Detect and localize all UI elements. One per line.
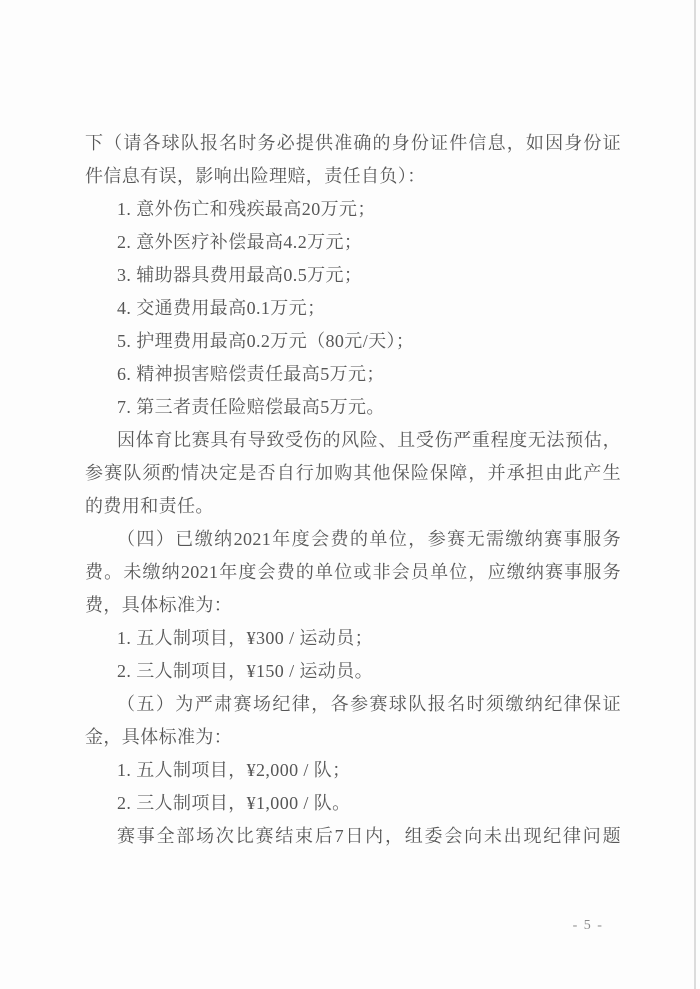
doc-line: 件信息有误，影响出险理赔，责任自负）： xyxy=(85,166,426,186)
doc-line: 4. 交通费用最高0.1万元； xyxy=(117,298,326,318)
doc-line: 6. 精神损害赔偿责任最高5万元； xyxy=(117,364,385,384)
page-number: - 5 - xyxy=(572,918,604,933)
doc-line: 参赛队须酌情决定是否自行加购其他保险保障，并承担由此产生 xyxy=(85,463,621,483)
doc-line: （四）已缴纳2021年度会费的单位，参赛无需缴纳赛事服务 xyxy=(117,529,621,549)
doc-line: 赛事全部场次比赛结束后7日内，组委会向未出现纪律问题 xyxy=(117,826,621,846)
scan-edge-line xyxy=(694,0,696,989)
doc-line: 7. 第三者责任险赔偿最高5万元。 xyxy=(117,397,385,417)
doc-line: 1. 五人制项目，¥2,000 / 队； xyxy=(117,760,351,780)
doc-line: 2. 三人制项目，¥1,000 / 队。 xyxy=(117,793,351,813)
doc-line: 1. 意外伤亡和残疾最高20万元； xyxy=(117,199,376,219)
document-text xyxy=(85,127,621,853)
doc-line: 费，具体标准为： xyxy=(85,595,233,615)
doc-line: 2. 意外医疗补偿最高4.2万元； xyxy=(117,232,363,252)
doc-line: 5. 护理费用最高0.2万元（80元/天）； xyxy=(117,331,415,351)
doc-line: 2. 三人制项目，¥150 / 运动员。 xyxy=(117,661,373,681)
doc-line: 费。未缴纳2021年度会费的单位或非会员单位，应缴纳赛事服务 xyxy=(85,562,621,582)
doc-line: 金，具体标准为： xyxy=(85,727,233,747)
doc-line: 的费用和责任。 xyxy=(85,496,214,516)
doc-line: 因体育比赛具有导致受伤的风险、且受伤严重程度无法预估， xyxy=(117,430,621,450)
doc-line: （五）为严肃赛场纪律，各参赛球队报名时须缴纳纪律保证 xyxy=(117,694,621,714)
doc-line: 3. 辅助器具费用最高0.5万元； xyxy=(117,265,363,285)
doc-line: 1. 五人制项目，¥300 / 运动员； xyxy=(117,628,373,648)
doc-line: 下（请各球队报名时务必提供准确的身份证件信息，如因身份证 xyxy=(85,133,621,153)
